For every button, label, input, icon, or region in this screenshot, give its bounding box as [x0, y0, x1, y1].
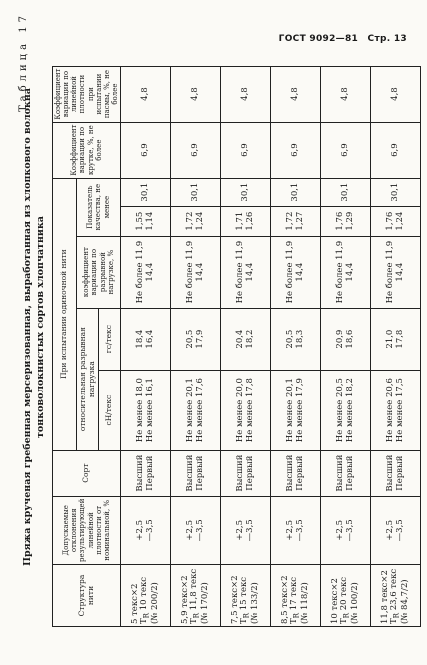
- cell-cv-density: [221, 66, 271, 122]
- cell-value-dev1: +2,5: [334, 520, 345, 541]
- cell-value-g1: Высший: [234, 454, 245, 492]
- cell-value-g1: Высший: [384, 454, 395, 492]
- cell-value-dev1: +2,5: [184, 520, 195, 541]
- cell-quality: [271, 206, 321, 236]
- cell-value-s3: (№ 100/2): [349, 582, 360, 624]
- cell-cv-load: [271, 236, 321, 308]
- cell-value-cn1: Не менее 20,1: [284, 378, 295, 443]
- cell-value-dev2: —3,5: [144, 519, 155, 542]
- cell-value-s1: 5,9 текс×2: [179, 575, 190, 624]
- cell-value-s2b: 23,6 текс: [389, 568, 400, 613]
- cell-cn-tex: [121, 370, 171, 450]
- cell-value-g1: Высший: [334, 454, 345, 492]
- cell-value-s2b: 11,8 текс: [189, 568, 200, 613]
- cell-value-s2sub: R: [141, 612, 151, 619]
- cell-cv-density: [371, 66, 421, 122]
- cell-value-cvl1: Не более 11,9: [234, 240, 245, 304]
- cell-value-cvl2: 14,4: [294, 262, 305, 282]
- cell-value-cvl2: 14,4: [244, 262, 255, 282]
- cell-value-ld: 4,8: [389, 87, 400, 101]
- cell-value-cvl2: 14,4: [344, 262, 355, 282]
- cell-value-gs1: 21,0: [384, 329, 395, 349]
- cell-cv-load: [221, 236, 271, 308]
- cell-value-s2b: 10 текс: [139, 576, 150, 613]
- cell-grade: [171, 450, 221, 496]
- cell-value-cn2: Не менее 17,9: [294, 378, 305, 443]
- cell-value-dev1: +2,5: [234, 520, 245, 541]
- cell-quality: [171, 206, 221, 236]
- cell-value-cn2: Не менее 18,2: [344, 378, 355, 443]
- cell-value-dev2: —3,5: [194, 519, 205, 542]
- cell-value-tw: 30,1: [289, 182, 300, 202]
- cell-cv-twist: [171, 122, 221, 178]
- cell-value-g2: Первый: [144, 455, 155, 491]
- col-grade: Сорт: [53, 450, 121, 496]
- cell-value-q1: 1,71: [234, 211, 245, 231]
- rotated-table-block: [12, 12, 412, 632]
- table-row: [121, 66, 171, 626]
- cell-value-twv: 6,9: [289, 143, 300, 157]
- cell-value-cvl1: Не более 11,9: [134, 240, 145, 304]
- cell-cv-load: [171, 236, 221, 308]
- cell-value-cn1: Не менее 20,6: [384, 378, 395, 443]
- cell-value-s2sub: R: [241, 612, 251, 619]
- cell-value-g2: Первый: [344, 455, 355, 491]
- cell-value-s2: T: [139, 618, 150, 624]
- table-row: [321, 66, 371, 626]
- cell-value-s1: 11,8 текс×2: [379, 570, 390, 624]
- cell-cv-density: [171, 66, 221, 122]
- cell-value-s3: (№ 133/2): [249, 582, 260, 624]
- cell-value-q1: 1,76: [384, 211, 395, 231]
- cell-value-q2: 1,14: [144, 211, 155, 231]
- cell-deviation: [321, 496, 371, 564]
- standard-number: ГОСТ 9092—81: [278, 34, 359, 44]
- cell-value-gs2: 18,3: [294, 329, 305, 349]
- cell-grade: [221, 450, 271, 496]
- cell-cv-density: [271, 66, 321, 122]
- cell-value-gs2: 18,6: [344, 329, 355, 349]
- cell-value-cn1: Не менее 20,5: [334, 378, 345, 443]
- cell-value-s2sub: R: [191, 612, 201, 619]
- cell-value-g2: Первый: [194, 455, 205, 491]
- cell-structure: [221, 565, 271, 627]
- cell-cn-tex: [171, 370, 221, 450]
- cell-grade: [371, 450, 421, 496]
- cell-value-q2: 1,27: [294, 211, 305, 231]
- cell-cv-twist: [221, 122, 271, 178]
- cell-value-tw: 30,1: [189, 182, 200, 202]
- cell-value-cvl1: Не более 11,9: [334, 240, 345, 304]
- cell-gs-tex: [221, 308, 271, 370]
- cell-value-gs2: 17,9: [194, 329, 205, 349]
- cell-value-cn2: Не менее 17,6: [194, 378, 205, 443]
- data-table: [52, 66, 421, 627]
- cell-structure: [171, 565, 221, 627]
- cell-value-ld: 4,8: [239, 87, 250, 101]
- cell-value-g2: Первый: [294, 455, 305, 491]
- cell-cv-density: [121, 66, 171, 122]
- cell-value-dev2: —3,5: [394, 519, 405, 542]
- cell-value-ld: 4,8: [339, 87, 350, 101]
- cell-value-ld: 4,8: [189, 87, 200, 101]
- cell-value-s1: 5 текс×2: [129, 583, 140, 624]
- cell-value-s2: T: [389, 618, 400, 624]
- cell-gs-tex: [321, 308, 371, 370]
- cell-value-dev1: +2,5: [384, 520, 395, 541]
- cell-quality: [371, 206, 421, 236]
- cell-value-cn2: Не менее 17,8: [244, 378, 255, 443]
- cell-value-gs2: 18,2: [244, 329, 255, 349]
- cell-cv-twist: [321, 122, 371, 178]
- cell-value-s2b: 17 текс: [289, 576, 300, 613]
- cell-value-s2: T: [289, 618, 300, 624]
- cell-quality: [121, 206, 171, 236]
- table-row: [171, 66, 221, 626]
- cell-grade: [271, 450, 321, 496]
- cell-value-tw: 30,1: [239, 182, 250, 202]
- cell-cv-twist: [371, 122, 421, 178]
- cell-grade: [321, 450, 371, 496]
- cell-cn-tex: [271, 370, 321, 450]
- cell-cv-twist-code: [271, 178, 321, 206]
- cell-value-dev1: +2,5: [134, 520, 145, 541]
- cell-value-gs1: 20,5: [284, 329, 295, 349]
- cell-value-tw: 30,1: [389, 182, 400, 202]
- cell-value-q2: 1,29: [344, 211, 355, 231]
- col-gs-tex: гс/текс: [99, 308, 121, 370]
- cell-cv-twist-code: [321, 178, 371, 206]
- col-cv-twist: Коэффициент вариации по крутке, %, не более: [53, 122, 121, 178]
- cell-value-q1: 1,76: [334, 211, 345, 231]
- cell-value-g1: Высший: [134, 454, 145, 492]
- table-title-line-2: тонковолокнистых сортов хлопчатника: [35, 216, 46, 438]
- cell-value-cn1: Не менее 20,1: [184, 378, 195, 443]
- cell-structure: [321, 565, 371, 627]
- col-structure: Структура нити: [53, 565, 121, 627]
- cell-structure: [121, 565, 171, 627]
- cell-value-s3: (№ 200/2): [149, 582, 160, 624]
- cell-value-gs2: 16,4: [144, 329, 155, 349]
- cell-value-gs1: 18,4: [134, 329, 145, 349]
- cell-value-cvl2: 14,4: [394, 262, 405, 282]
- cell-value-s2b: 15 текс: [239, 576, 250, 613]
- cell-value-dev2: —3,5: [294, 519, 305, 542]
- cell-value-dev1: +2,5: [284, 520, 295, 541]
- cell-value-s2: T: [189, 618, 200, 624]
- cell-value-cvl1: Не более 11,9: [184, 240, 195, 304]
- cell-cv-load: [321, 236, 371, 308]
- cell-value-dev2: —3,5: [244, 519, 255, 542]
- cell-value-cn1: Не менее 20,0: [234, 378, 245, 443]
- cell-value-cn2: Не менее 16,1: [144, 378, 155, 443]
- cell-gs-tex: [171, 308, 221, 370]
- cell-value-g1: Высший: [284, 454, 295, 492]
- table-label: Таблица 17: [18, 12, 29, 112]
- cell-value-ld: 4,8: [289, 87, 300, 101]
- cell-value-g2: Первый: [244, 455, 255, 491]
- col-cv-density: Коэффициент вариации по линейной плотности при испытании пасмы, %, не более: [53, 66, 121, 122]
- cell-cv-twist-code: [171, 178, 221, 206]
- cell-deviation: [371, 496, 421, 564]
- cell-value-twv: 6,9: [189, 143, 200, 157]
- table-row: [371, 66, 421, 626]
- cell-cv-density: [321, 66, 371, 122]
- cell-cv-twist-code: [371, 178, 421, 206]
- cell-cv-load: [371, 236, 421, 308]
- cell-value-twv: 6,9: [239, 143, 250, 157]
- cell-value-s3: (№ 170/2): [199, 582, 210, 624]
- cell-value-g1: Высший: [184, 454, 195, 492]
- cell-cn-tex: [371, 370, 421, 450]
- cell-value-twv: 6,9: [139, 143, 150, 157]
- cell-value-cvl2: 14,4: [144, 262, 155, 282]
- cell-value-gs2: 17,8: [394, 329, 405, 349]
- cell-deviation: [271, 496, 321, 564]
- cell-quality: [321, 206, 371, 236]
- col-cn-tex: сН/текс: [99, 370, 121, 450]
- cell-value-g2: Первый: [394, 455, 405, 491]
- cell-structure: [371, 565, 421, 627]
- cell-value-tw: 30,1: [339, 182, 350, 202]
- cell-gs-tex: [121, 308, 171, 370]
- cell-quality: [221, 206, 271, 236]
- cell-value-s2: T: [239, 618, 250, 624]
- cell-structure: [271, 565, 321, 627]
- cell-value-gs1: 20,9: [334, 329, 345, 349]
- cell-value-cvl1: Не более 11,9: [384, 240, 395, 304]
- cell-value-s2sub: R: [291, 612, 301, 619]
- cell-value-gs1: 20,5: [184, 329, 195, 349]
- col-deviation: Допускаемые отклонения результирующей линейной плотности от номинальной, %: [53, 496, 121, 564]
- cell-cv-twist: [121, 122, 171, 178]
- col-group-single: При испытании одиночной нити: [53, 178, 77, 450]
- cell-gs-tex: [271, 308, 321, 370]
- cell-deviation: [121, 496, 171, 564]
- cell-gs-tex: [371, 308, 421, 370]
- cell-value-ld: 4,8: [139, 87, 150, 101]
- cell-cn-tex: [321, 370, 371, 450]
- cell-deviation: [171, 496, 221, 564]
- cell-value-q2: 1,26: [244, 211, 255, 231]
- page-number: Стр. 13: [367, 34, 407, 44]
- cell-value-cn2: Не менее 17,5: [394, 378, 405, 443]
- col-cv-load: коэффициент вариации по разрывной нагрузке, %: [77, 236, 121, 308]
- cell-cv-twist: [271, 122, 321, 178]
- cell-cv-load: [121, 236, 171, 308]
- cell-cv-twist-code: [221, 178, 271, 206]
- col-group-load: относительная разрывная нагрузка: [77, 308, 99, 450]
- cell-value-tw: 30,1: [139, 182, 150, 202]
- cell-value-s1: 10 текс×2: [329, 578, 340, 624]
- cell-value-twv: 6,9: [339, 143, 350, 157]
- cell-value-q1: 1,55: [134, 211, 145, 231]
- table-row: [271, 66, 321, 626]
- cell-value-q2: 1,24: [194, 211, 205, 231]
- cell-value-dev2: —3,5: [344, 519, 355, 542]
- table-title-line-1: Пряжа крученая гребенная мерсеризованная, выработанная из хлопкового волокна: [22, 88, 33, 566]
- cell-value-cvl2: 14,4: [194, 262, 205, 282]
- col-quality: Показатель качества, не менее: [77, 178, 121, 236]
- cell-deviation: [221, 496, 271, 564]
- cell-value-s1: 7,5 текс×2: [229, 575, 240, 624]
- cell-value-q1: 1,72: [184, 211, 195, 231]
- cell-value-s2: T: [339, 618, 350, 624]
- cell-value-s2b: 20 текс: [339, 576, 350, 613]
- cell-value-s1: 8,5 текс×2: [279, 575, 290, 624]
- cell-value-s2sub: R: [391, 612, 401, 619]
- cell-cn-tex: [221, 370, 271, 450]
- cell-value-q2: 1,24: [394, 211, 405, 231]
- cell-value-s3: (№ 84,7/2): [399, 579, 410, 624]
- cell-value-gs1: 20,4: [234, 329, 245, 349]
- cell-cv-twist-code: [121, 178, 171, 206]
- cell-value-cn1: Не менее 18,0: [134, 378, 145, 443]
- cell-value-s2sub: R: [341, 612, 351, 619]
- table-row: [221, 66, 271, 626]
- cell-value-twv: 6,9: [389, 143, 400, 157]
- cell-value-cvl1: Не более 11,9: [284, 240, 295, 304]
- cell-grade: [121, 450, 171, 496]
- cell-value-s3: (№ 118/2): [299, 582, 310, 624]
- cell-value-q1: 1,72: [284, 211, 295, 231]
